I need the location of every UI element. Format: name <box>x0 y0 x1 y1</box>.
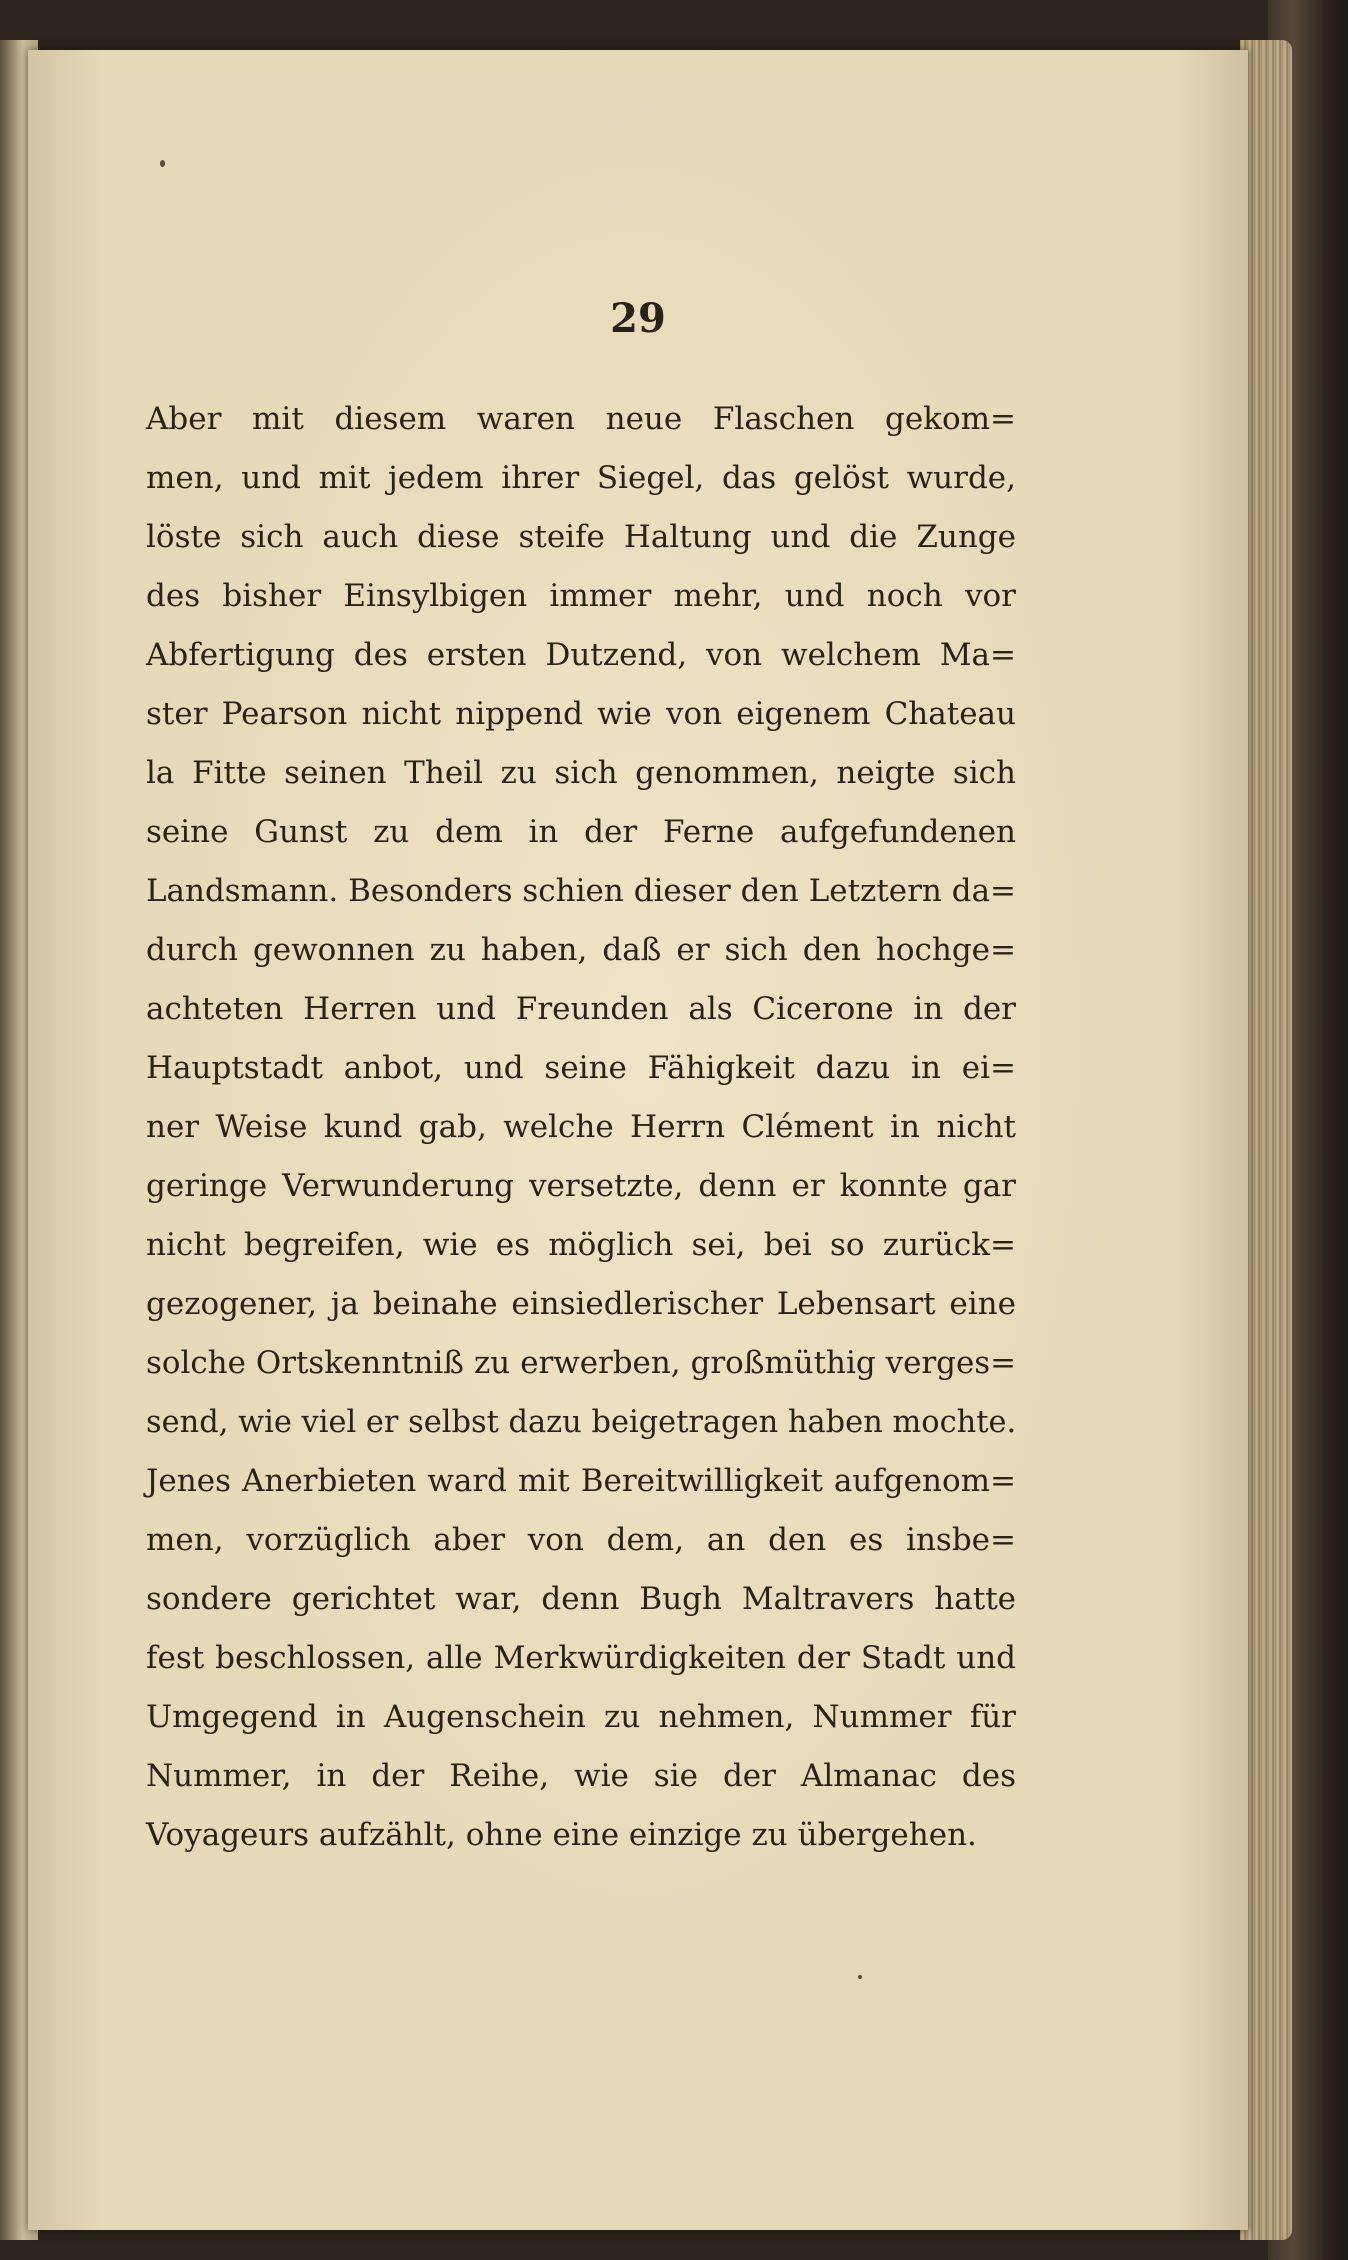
text-line: ner Weise kund gab, welche Herrn Clément in nicht <box>146 1109 1016 1145</box>
text-line: send, wie viel er selbst dazu beigetragen haben mochte. <box>146 1405 1017 1440</box>
text-line: men, und mit jedem ihrer Siegel, das gelöst wurde, <box>146 460 1016 496</box>
text-line: achteten Herren und Freunden als Cicerone in der <box>146 991 1016 1027</box>
text-line: Jenes Anerbieten ward mit Bereitwilligkeit aufgenom= <box>146 1463 1016 1499</box>
paper-fleck <box>160 160 165 167</box>
text-line: nicht begreifen, wie es möglich sei, bei so zurück= <box>146 1227 1016 1263</box>
text-line: des bisher Einsylbigen immer mehr, und noch vor <box>146 578 1016 614</box>
body-text <box>146 390 1016 1865</box>
text-line: seine Gunst zu dem in der Ferne aufgefundenen <box>146 814 1016 850</box>
text-line: Aber mit diesem waren neue Flaschen gekom= <box>146 401 1016 437</box>
text-line: löste sich auch diese steife Haltung und die Zunge <box>146 519 1016 555</box>
text-line: Hauptstadt anbot, und seine Fähigkeit dazu in ei= <box>146 1050 1016 1086</box>
text-line: Nummer, in der Reihe, wie sie der Almanac des <box>146 1758 1016 1794</box>
text-line: Umgegend in Augenschein zu nehmen, Nummer für <box>146 1699 1016 1735</box>
text-line: men, vorzüglich aber von dem, an den es insbe= <box>146 1522 1016 1558</box>
text-line: fest beschlossen, alle Merkwürdigkeiten der Stadt und <box>146 1640 1016 1676</box>
text-line: Voyageurs aufzählt, ohne eine einzige zu übergehen. <box>146 1817 977 1853</box>
text-line: Abfertigung des ersten Dutzend, von welchem Ma= <box>146 637 1016 673</box>
book-page <box>28 50 1248 2230</box>
text-line: solche Ortskenntniß zu erwerben, großmüthig verges= <box>146 1345 1016 1381</box>
text-line: la Fitte seinen Theil zu sich genommen, neigte sich <box>146 755 1016 791</box>
text-line: geringe Verwunderung versetzte, denn er konnte gar <box>146 1168 1016 1204</box>
page-number: 29 <box>610 295 666 342</box>
text-line: ster Pearson nicht nippend wie von eigenem Chateau <box>146 696 1016 732</box>
paper-fleck <box>858 1975 862 1979</box>
text-line: sondere gerichtet war, denn Bugh Maltravers hatte <box>146 1581 1016 1617</box>
text-line: Landsmann. Besonders schien dieser den Letztern da= <box>146 873 1016 909</box>
text-line: gezogener, ja beinahe einsiedlerischer Lebensart eine <box>146 1286 1016 1322</box>
text-line: durch gewonnen zu haben, daß er sich den hochge= <box>146 932 1016 968</box>
